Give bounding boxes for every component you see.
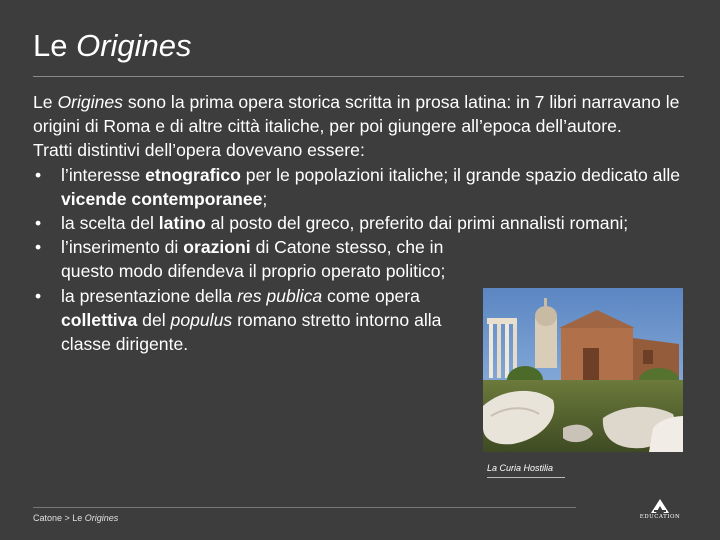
curia-hostilia-photo xyxy=(483,288,683,452)
title-divider xyxy=(33,76,684,77)
caption-underline xyxy=(487,477,565,478)
breadcrumb: Catone > Le Origines xyxy=(33,513,119,523)
list-item: • la presentazione della res publica come opera collettiva del populus romano stretto intorno alla classe dirigente. xyxy=(33,284,461,357)
footer-divider xyxy=(33,507,576,508)
page-title: Le Origines xyxy=(33,28,192,63)
list-item: • l’interesse etnografico per le popolazioni italiche; il grande spazio dedicato alle vicende contemporanee; xyxy=(33,163,683,211)
list-item: • la scelta del latino al posto del greco, preferito dai primi annalisti romani; xyxy=(33,211,683,235)
list-item: • l’inserimento di orazioni di Catone stesso, che in questo modo difendeva il proprio operato politico; xyxy=(33,235,461,283)
intro-paragraph: Le Origines sono la prima opera storica scritta in prosa latina: in 7 libri narravano le origini di Roma e di altre città italiche, per poi giungere all’epoca dell’autore. xyxy=(33,92,680,137)
image-caption: La Curia Hostilia xyxy=(487,463,554,473)
publisher-logo-text: EDUCATION xyxy=(639,514,681,520)
features-lead: Tratti distintivi dell’opera dovevano essere: xyxy=(33,140,365,161)
